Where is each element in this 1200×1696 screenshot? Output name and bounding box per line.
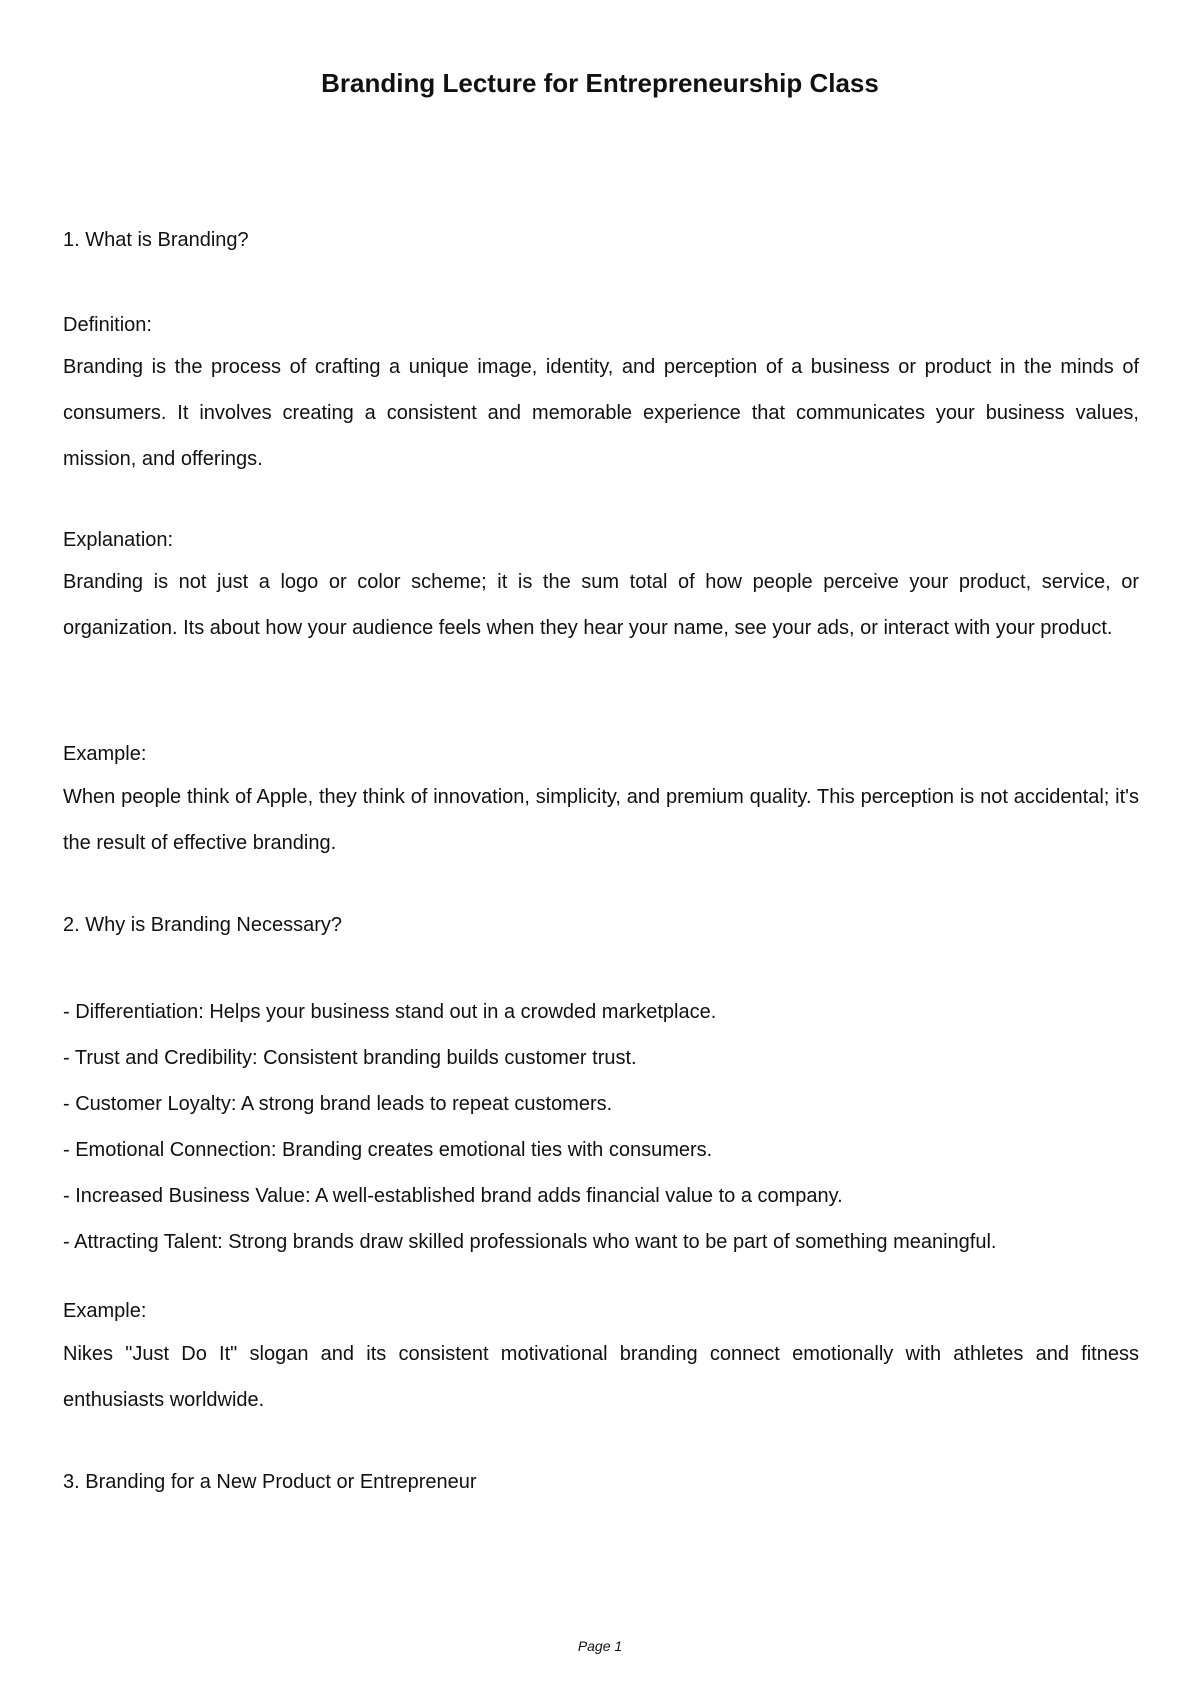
section1-heading: 1. What is Branding? bbox=[63, 229, 249, 251]
explanation-label: Explanation: bbox=[63, 529, 174, 551]
section2-heading: 2. Why is Branding Necessary? bbox=[63, 914, 343, 936]
list-item: - Trust and Credibility: Consistent branding builds customer trust. bbox=[63, 1047, 637, 1069]
definition-text: Branding is the process of crafting a unique image, identity, and perception of a business or product in the minds of consumers. It involves creating a consistent and memorable experience that communicates your business values, mission, and offerings. bbox=[63, 356, 1139, 470]
bullet-list bbox=[63, 989, 1139, 1265]
list-item: - Emotional Connection: Branding creates emotional ties with consumers. bbox=[63, 1139, 713, 1161]
definition-label: Definition: bbox=[63, 314, 152, 336]
list-item: - Differentiation: Helps your business stand out in a crowded marketplace. bbox=[63, 1001, 717, 1023]
document-title: Branding Lecture for Entrepreneurship Class bbox=[321, 68, 879, 98]
section3-heading: 3. Branding for a New Product or Entrepreneur bbox=[63, 1471, 477, 1493]
explanation-text: Branding is not just a logo or color scheme; it is the sum total of how people perceive your product, service, or organization. Its about how your audience feels when they hear your name, see your ads, or interact with your product. bbox=[63, 571, 1139, 639]
example1-text: When people think of Apple, they think of innovation, simplicity, and premium quality. This perception is not accidental; it's the result of effective branding. bbox=[63, 786, 1139, 854]
list-item: - Attracting Talent: Strong brands draw skilled professionals who want to be part of something meaningful. bbox=[63, 1231, 997, 1253]
example2-label: Example: bbox=[63, 1300, 147, 1322]
example2-text: Nikes "Just Do It" slogan and its consistent motivational branding connect emotionally with athletes and fitness enthusiasts worldwide. bbox=[63, 1343, 1139, 1411]
list-item: - Customer Loyalty: A strong brand leads to repeat customers. bbox=[63, 1093, 613, 1115]
list-item: - Increased Business Value: A well-established brand adds financial value to a company. bbox=[63, 1185, 843, 1207]
page-number: Page 1 bbox=[577, 1638, 623, 1654]
example1-label: Example: bbox=[63, 743, 147, 765]
